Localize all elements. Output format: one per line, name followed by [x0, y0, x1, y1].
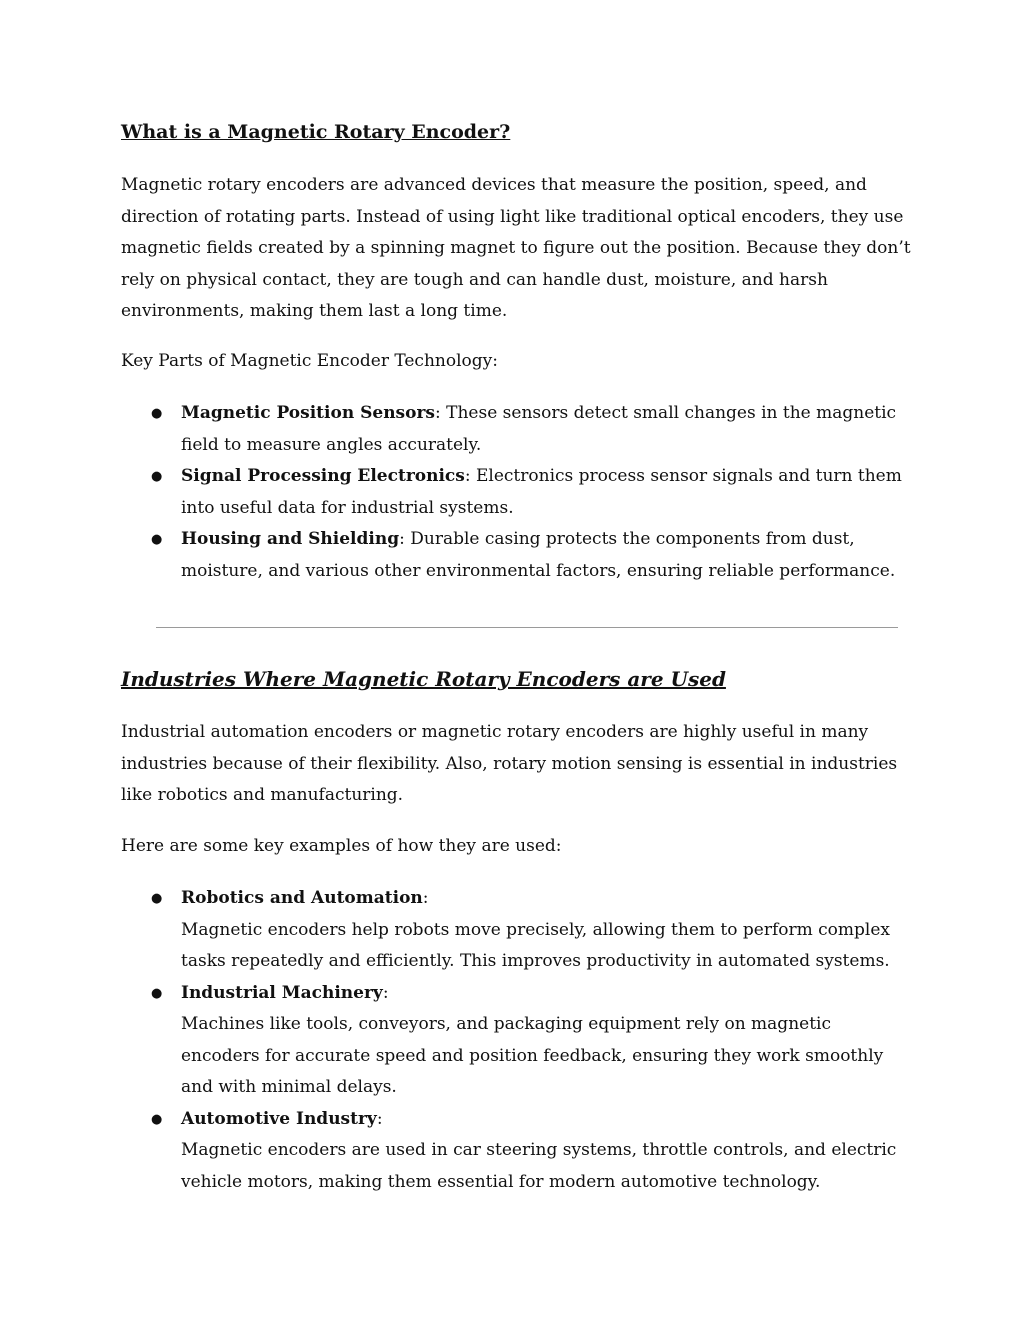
item-title: Signal Processing Electronics — [181, 466, 465, 486]
item-separator: : — [435, 403, 441, 423]
item-text: These sensors detect small changes in the magnetic field to measure angles accurately. — [181, 403, 897, 455]
list-item — [121, 1104, 911, 1199]
bullet-icon: ● — [151, 532, 163, 547]
horizontal-divider — [156, 627, 898, 628]
examples-label: Here are some key examples of how they are used: — [121, 836, 562, 856]
bullet-icon: ● — [151, 985, 163, 1001]
item-text: Machines like tools, conveyors, and packaging equipment rely on magnetic encoders for accurate speed and position feedback, ensuring they work smoothly and with minimal delays. — [181, 1014, 884, 1097]
item-title: Magnetic Position Sensors — [181, 403, 435, 423]
item-text: Magnetic encoders are used in car steering systems, throttle controls, and electric vehicle motors, making them essential for modern automotive technology. — [181, 1140, 897, 1192]
item-title: Automotive Industry — [181, 1108, 377, 1129]
industries-paragraph: Industrial automation encoders or magnetic rotary encoders are highly useful in many industries because of their flexibility. Also, rotary motion sensing is essential in industries like robotics and manufacturing. — [121, 722, 898, 805]
item-separator: : — [382, 982, 389, 1003]
key-parts-label: Key Parts of Magnetic Encoder Technology: — [121, 351, 498, 371]
item-separator: : — [399, 529, 405, 549]
list-item — [121, 883, 911, 978]
bullet-icon: ● — [151, 469, 163, 484]
item-separator: : — [464, 466, 471, 486]
bullet-icon: ● — [151, 891, 163, 906]
item-text: Magnetic encoders help robots move precisely, allowing them to perform complex tasks repeatedly and efficiently. This improves productivity in automated systems. — [181, 919, 890, 971]
section-heading-industries: Industries Where Magnetic Rotary Encoders are Used — [121, 667, 726, 691]
list-item — [121, 398, 911, 461]
key-parts-list — [121, 398, 911, 587]
item-text: Electronics process sensor signals and turn them into useful data for industrial systems. — [181, 466, 902, 518]
item-separator: : — [376, 1108, 383, 1129]
list-item — [121, 978, 911, 1104]
item-title: Housing and Shielding — [181, 529, 400, 549]
intro-paragraph: Magnetic rotary encoders are advanced devices that measure the position, speed, and direction of rotating parts. Instead of using light like traditional optical encoders, they use magnetic fields created by a spinning magnet to figure out the position. Because they don’t rely on physical contact, they are tough and can handle dust, moisture, and harsh environments, making them last a long time. — [121, 175, 911, 321]
section-heading-what-is: What is a Magnetic Rotary Encoder? — [121, 121, 511, 143]
industries-list — [121, 883, 911, 1198]
bullet-icon: ● — [151, 1111, 163, 1127]
item-title: Robotics and Automation — [181, 888, 423, 908]
item-title: Industrial Machinery — [181, 982, 383, 1003]
list-item — [121, 524, 911, 587]
item-text: Durable casing protects the components from dust, moisture, and various other environmental factors, ensuring reliable performance. — [181, 529, 896, 581]
list-item — [121, 461, 911, 524]
bullet-icon: ● — [151, 406, 163, 421]
item-separator: : — [422, 888, 429, 908]
